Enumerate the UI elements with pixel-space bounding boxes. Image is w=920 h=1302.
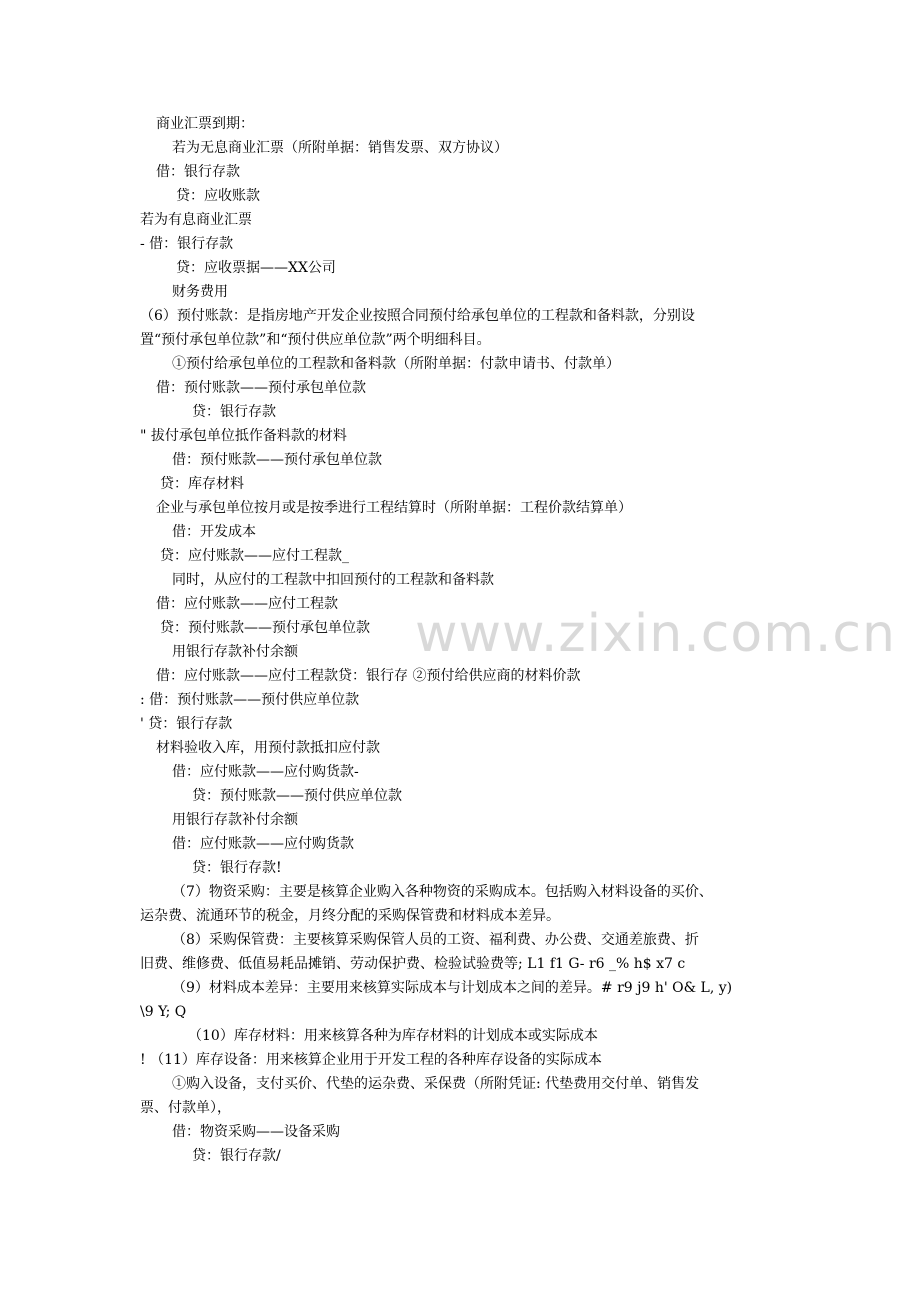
text-line: 贷：银行存款/	[192, 1148, 281, 1164]
text-line: 运杂费、流通环节的税金，月终分配的采购保管费和材料成本差异。	[140, 908, 560, 924]
text-line: 旧费、维修费、低值易耗品摊销、劳动保护费、检验试验费等; L1 f1 G- r6 _% h$ x7 c	[140, 956, 686, 972]
text-line: （6）预付账款：是指房地产开发企业按照合同预付给承包单位的工程款和备料款，分别设	[140, 308, 695, 324]
text-line: 贷：应收票据——XX公司	[176, 260, 336, 276]
text-line: : 借：预付账款——预付供应单位款	[140, 692, 360, 708]
text-line: 商业汇票到期：	[156, 116, 254, 132]
text-line: 票、付款单），	[140, 1100, 231, 1116]
text-line: " 拔付承包单位抵作备料款的材料	[140, 428, 347, 444]
text-line: 置“预付承包单位款”和“预付供应单位款”两个明细科目。	[140, 332, 491, 348]
text-line: 贷：应收账款	[176, 188, 260, 204]
text-line: （9）材料成本差异：主要用来核算实际成本与计划成本之间的差异。# r9 j9 h' O& L, y)	[172, 980, 733, 996]
text-line: 贷：银行存款	[192, 404, 276, 420]
text-line: 借：银行存款	[156, 164, 240, 180]
text-line: \9 Y; Q	[140, 1004, 187, 1020]
text-line: 借：物资采购——设备采购	[172, 1124, 340, 1140]
text-line: （10）库存材料：用来核算各种为库存材料的计划成本或实际成本	[188, 1028, 598, 1044]
text-line: 若为无息商业汇票（所附单据：销售发票、双方协议）	[172, 140, 508, 156]
text-line: 企业与承包单位按月或是按季进行工程结算时（所附单据：工程价款结算单）	[156, 500, 632, 516]
text-line: ①预付给承包单位的工程款和备料款（所附单据：付款申请书、付款单）	[172, 356, 620, 372]
text-line: ! （11）库存设备：用来核算企业用于开发工程的各种库存设备的实际成本	[140, 1052, 602, 1068]
text-line: 借：预付账款——预付承包单位款	[172, 452, 382, 468]
text-line: 贷：库存材料	[160, 476, 244, 492]
text-line: 贷：预付账款——预付供应单位款	[192, 788, 402, 804]
text-line: 若为有息商业汇票	[140, 212, 252, 228]
text-line: 贷：银行存款!	[192, 860, 282, 876]
text-line: ' 贷：银行存款	[140, 716, 233, 732]
watermark: www.zixin.com.cn	[415, 604, 896, 664]
text-line: （8）采购保管费：主要核算采购保管人员的工资、福利费、办公费、交通差旅费、折	[172, 932, 699, 948]
text-line: （7）物资采购：主要是核算企业购入各种物资的采购成本。包括购入材料设备的买价、	[172, 884, 713, 900]
text-line: 借：应付账款——应付工程款贷：银行存 ②预付给供应商的材料价款	[156, 668, 581, 684]
text-line: 借：应付账款——应付购货款	[172, 836, 354, 852]
text-line: 用银行存款补付余额	[172, 812, 298, 828]
text-line: 借：开发成本	[172, 524, 256, 540]
text-line: 同时，从应付的工程款中扣回预付的工程款和备料款	[172, 572, 494, 588]
text-line: 材料验收入库，用预付款抵扣应付款	[156, 740, 380, 756]
text-line: 贷：预付账款——预付承包单位款	[160, 620, 370, 636]
text-line: ①购入设备，支付买价、代垫的运杂费、采保费（所附凭证: 代垫费用交付单、销售发	[172, 1076, 700, 1092]
text-line: 贷：应付账款——应付工程款_	[160, 548, 349, 564]
text-line: 借：应付账款——应付购货款-	[172, 764, 359, 780]
text-line: 借：应付账款——应付工程款	[156, 596, 338, 612]
text-line: 借：预付账款——预付承包单位款	[156, 380, 366, 396]
text-line: 用银行存款补付余额	[172, 644, 298, 660]
text-line: 财务费用	[172, 284, 228, 300]
text-line: - 借：银行存款	[140, 236, 234, 252]
